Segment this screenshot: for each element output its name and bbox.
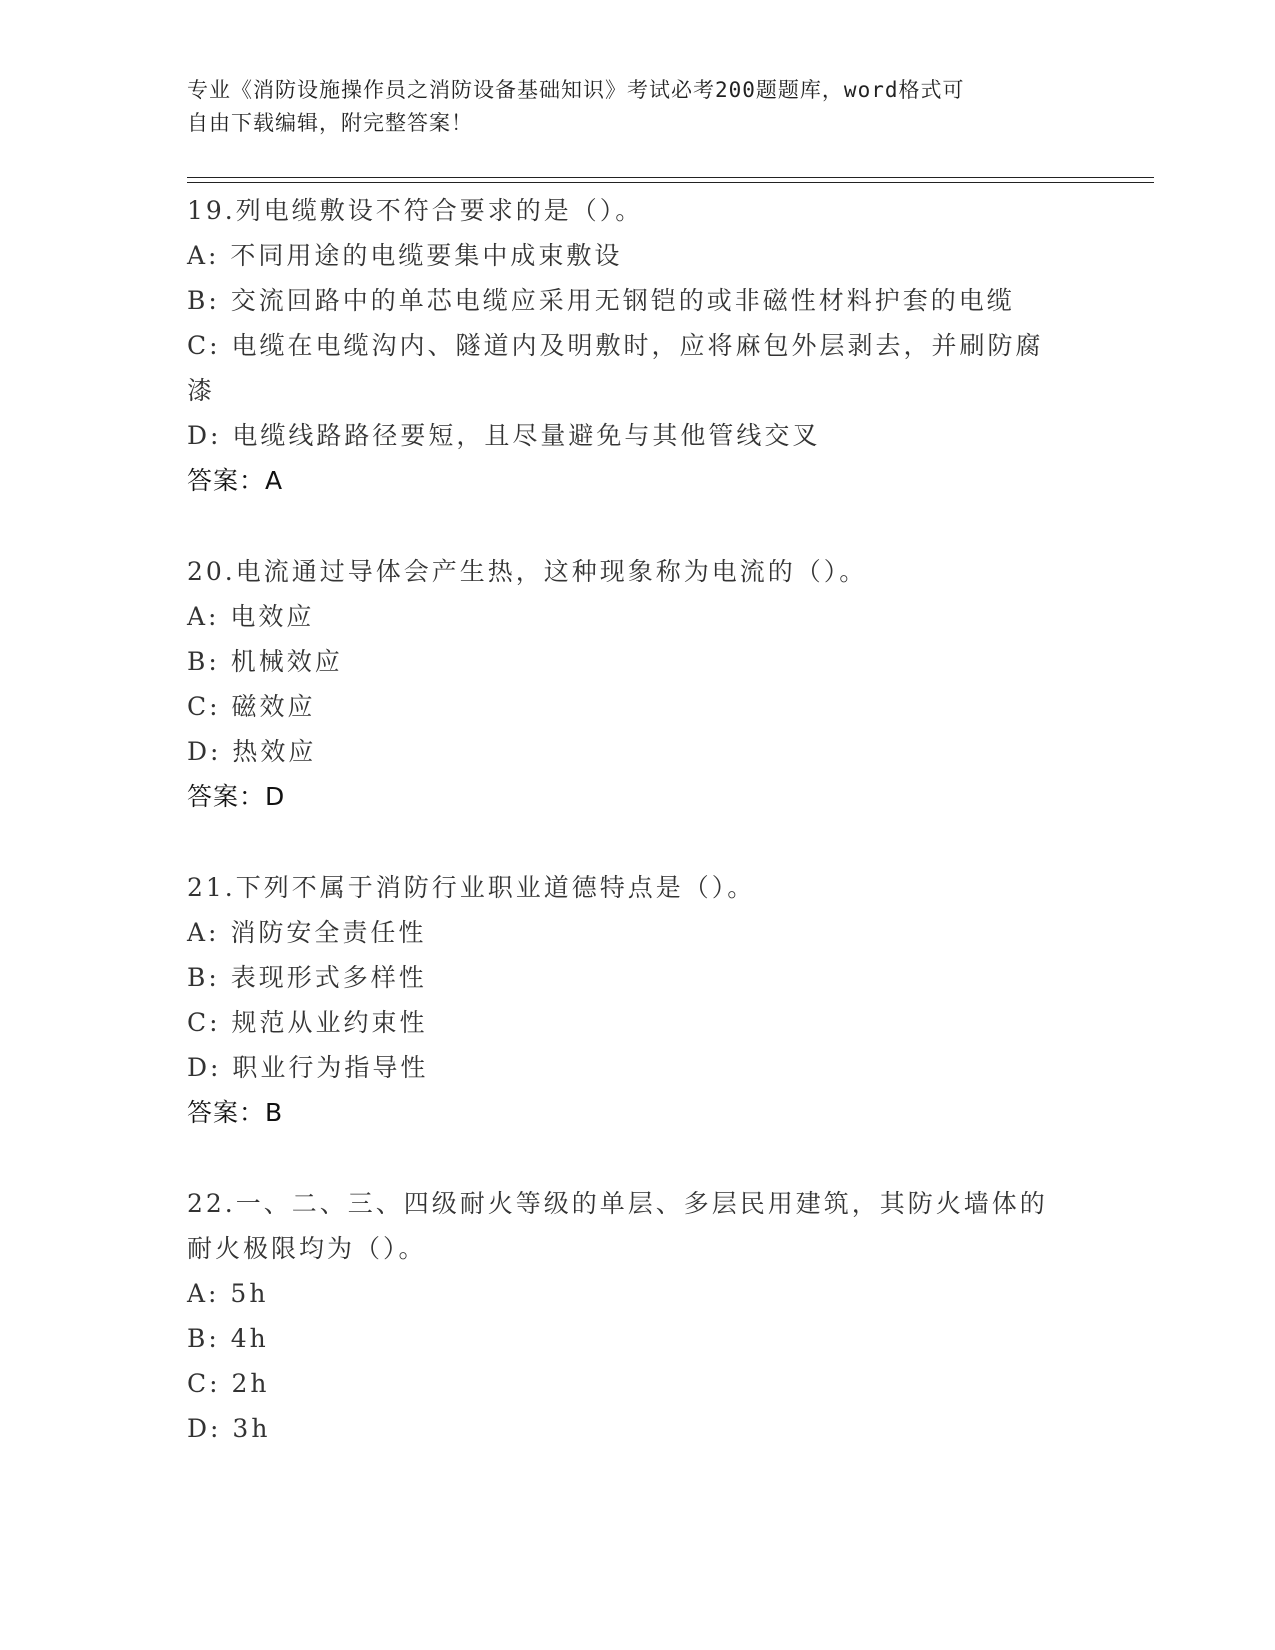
question-block (187, 188, 1087, 503)
question-list (187, 188, 1087, 1451)
option-a: A: 5h (187, 1279, 269, 1308)
option-a: A: 不同用途的电缆要集中成束敷设 (187, 241, 623, 270)
option-b: B: 交流回路中的单芯电缆应采用无钢铠的或非磁性材料护套的电缆 (187, 286, 1015, 315)
question-spacer (187, 503, 1087, 549)
question-stem-continued: 耐火极限均为（）。 (187, 1234, 427, 1263)
option-a: A: 消防安全责任性 (187, 918, 427, 947)
question-block (187, 865, 1087, 1135)
question-stem: 20.电流通过导体会产生热，这种现象称为电流的（）。 (187, 557, 868, 586)
option-d: D: 电缆线路路径要短，且尽量避免与其他管线交叉 (187, 421, 821, 450)
option-d: D: 职业行为指导性 (187, 1053, 429, 1082)
question-stem: 19.列电缆敷设不符合要求的是（）。 (187, 196, 644, 225)
option-b: B: 表现形式多样性 (187, 963, 427, 992)
option-d: D: 热效应 (187, 737, 317, 766)
question-stem: 22.一、二、三、四级耐火等级的单层、多层民用建筑，其防火墙体的 (187, 1189, 1048, 1218)
header-line-1: 专业《消防设施操作员之消防设备基础知识》考试必考200题题库，word格式可 (187, 78, 965, 102)
option-b: B: 机械效应 (187, 647, 343, 676)
question-block (187, 1181, 1087, 1451)
option-c: C: 电缆在电缆沟内、隧道内及明敷时，应将麻包外层剥去，并刷防腐 (187, 331, 1044, 360)
question-stem: 21.下列不属于消防行业职业道德特点是（）。 (187, 873, 756, 902)
question-block (187, 549, 1087, 819)
option-c-continued: 漆 (187, 376, 216, 405)
option-c: C: 规范从业约束性 (187, 1008, 428, 1037)
document-header (187, 74, 1067, 140)
option-d: D: 3h (187, 1414, 271, 1443)
option-c: C: 2h (187, 1369, 270, 1398)
option-c: C: 磁效应 (187, 692, 316, 721)
header-line-2: 自由下载编辑，附完整答案！ (187, 111, 473, 135)
header-divider-top (187, 177, 1154, 178)
option-a: A: 电效应 (187, 602, 315, 631)
answer-label: 答案：D (187, 782, 286, 811)
header-divider-bottom (187, 182, 1154, 183)
option-b: B: 4h (187, 1324, 269, 1353)
question-spacer (187, 1135, 1087, 1181)
answer-label: 答案：A (187, 466, 284, 495)
answer-label: 答案：B (187, 1098, 284, 1127)
question-spacer (187, 819, 1087, 865)
